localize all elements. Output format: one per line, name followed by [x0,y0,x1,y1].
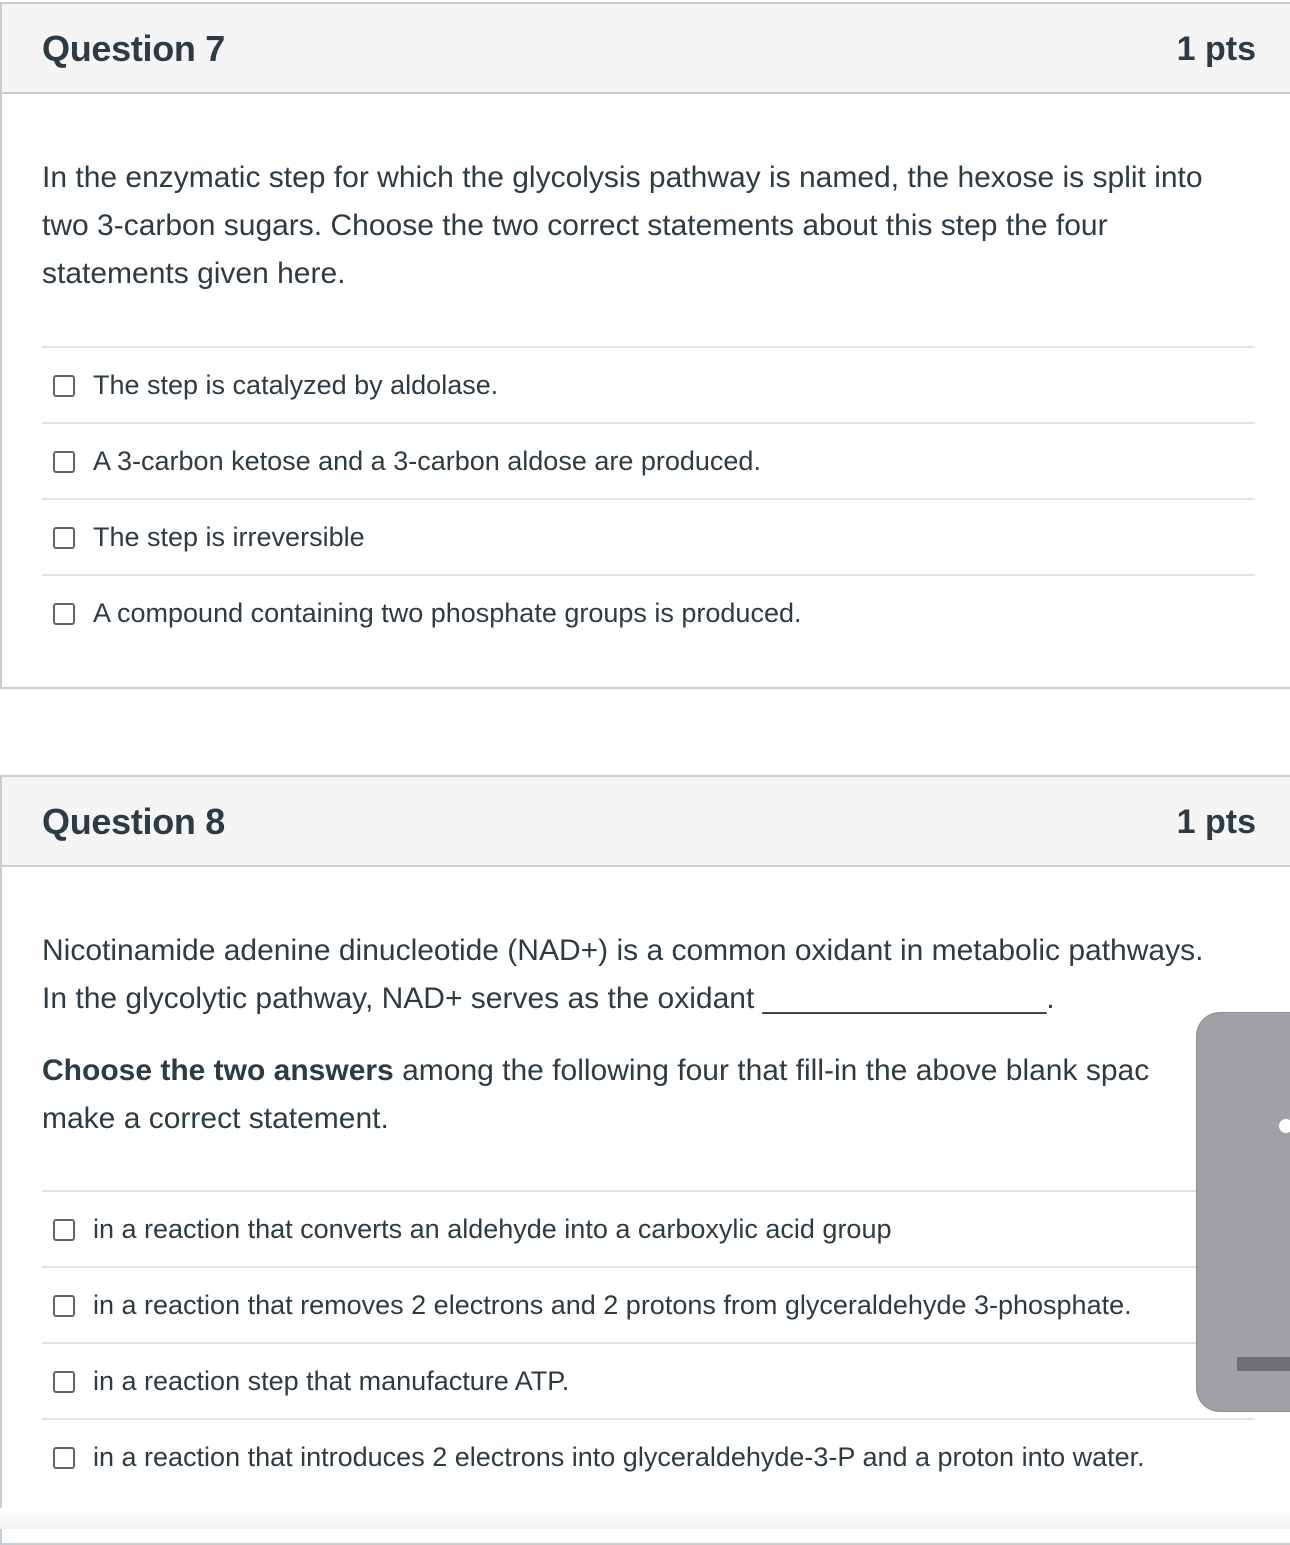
answer-checkbox[interactable] [53,1295,75,1317]
bottom-fade [0,1508,1290,1529]
question-points: 1 pts [1176,803,1256,841]
question-text-paragraph: Nicotinamide adenine dinucleotide (NAD+) is a common oxidant in metabolic pathways. In the glycolytic pathway, NAD+ serves as the oxidant _________________. [42,934,1204,1015]
answer-option[interactable] [42,346,1255,422]
answer-checkbox[interactable] [53,1371,75,1393]
answer-label[interactable]: in a reaction that converts an aldehyde into a carboxylic acid group [93,1214,892,1244]
answer-option[interactable] [42,574,1255,650]
answer-option[interactable] [42,498,1255,574]
answer-label[interactable]: in a reaction that introduces 2 electrons into glyceraldehyde-3-P and a proton into water. [93,1442,1145,1472]
answer-option[interactable] [42,1342,1255,1418]
answer-label[interactable]: The step is catalyzed by aldolase. [93,370,499,400]
question-instructions-line [42,1047,1202,1095]
instructions-emphasis: Choose the two answers [42,1054,394,1087]
answer-checkbox[interactable] [53,1447,75,1469]
question-text-paragraph: In the enzymatic step for which the glycolysis pathway is named, the hexose is split into two 3-carbon sugars. Choose the two correct statements about this step the four statements given here. [42,161,1203,290]
question-text [42,154,1257,298]
answer-checkbox[interactable] [53,451,75,473]
answer-label[interactable]: in a reaction step that manufacture ATP. [93,1366,570,1396]
question-points: 1 pts [1176,30,1256,68]
answer-label[interactable]: A compound containing two phosphate groups is produced. [93,598,802,628]
question-instructions-continuation: make a correct statement. [42,1102,389,1135]
instructions-text: among the following four that fill-in the above blank spac [393,1054,1150,1087]
answer-option[interactable] [42,1418,1255,1494]
answer-checkbox[interactable] [53,1219,75,1241]
answer-label[interactable]: The step is irreversible [93,522,365,552]
question-instructions [42,1047,1202,1143]
answer-checkbox[interactable] [53,375,75,397]
answer-option[interactable] [42,1190,1255,1266]
answer-checkbox[interactable] [53,527,75,549]
answer-option[interactable] [42,422,1255,498]
question-7-card [0,2,1290,689]
question-title: Question 7 [42,28,226,69]
question-header [2,4,1290,94]
answer-checkbox[interactable] [53,603,75,625]
answer-label[interactable]: in a reaction that removes 2 electrons and 2 protons from glyceraldehyde 3-phosphate. [93,1290,1132,1320]
answer-list [42,346,1255,650]
question-8-card [0,775,1290,1545]
overlay-dot-icon [1279,1119,1290,1133]
answer-option[interactable] [42,1266,1255,1342]
side-overlay-panel[interactable] [1196,1012,1290,1412]
overlay-handle[interactable] [1237,1357,1290,1371]
question-header [2,777,1290,867]
answer-label[interactable]: A 3-carbon ketose and a 3-carbon aldose are produced. [93,446,761,476]
question-title: Question 8 [42,801,226,842]
answer-list [42,1190,1255,1494]
question-text [42,927,1212,1023]
